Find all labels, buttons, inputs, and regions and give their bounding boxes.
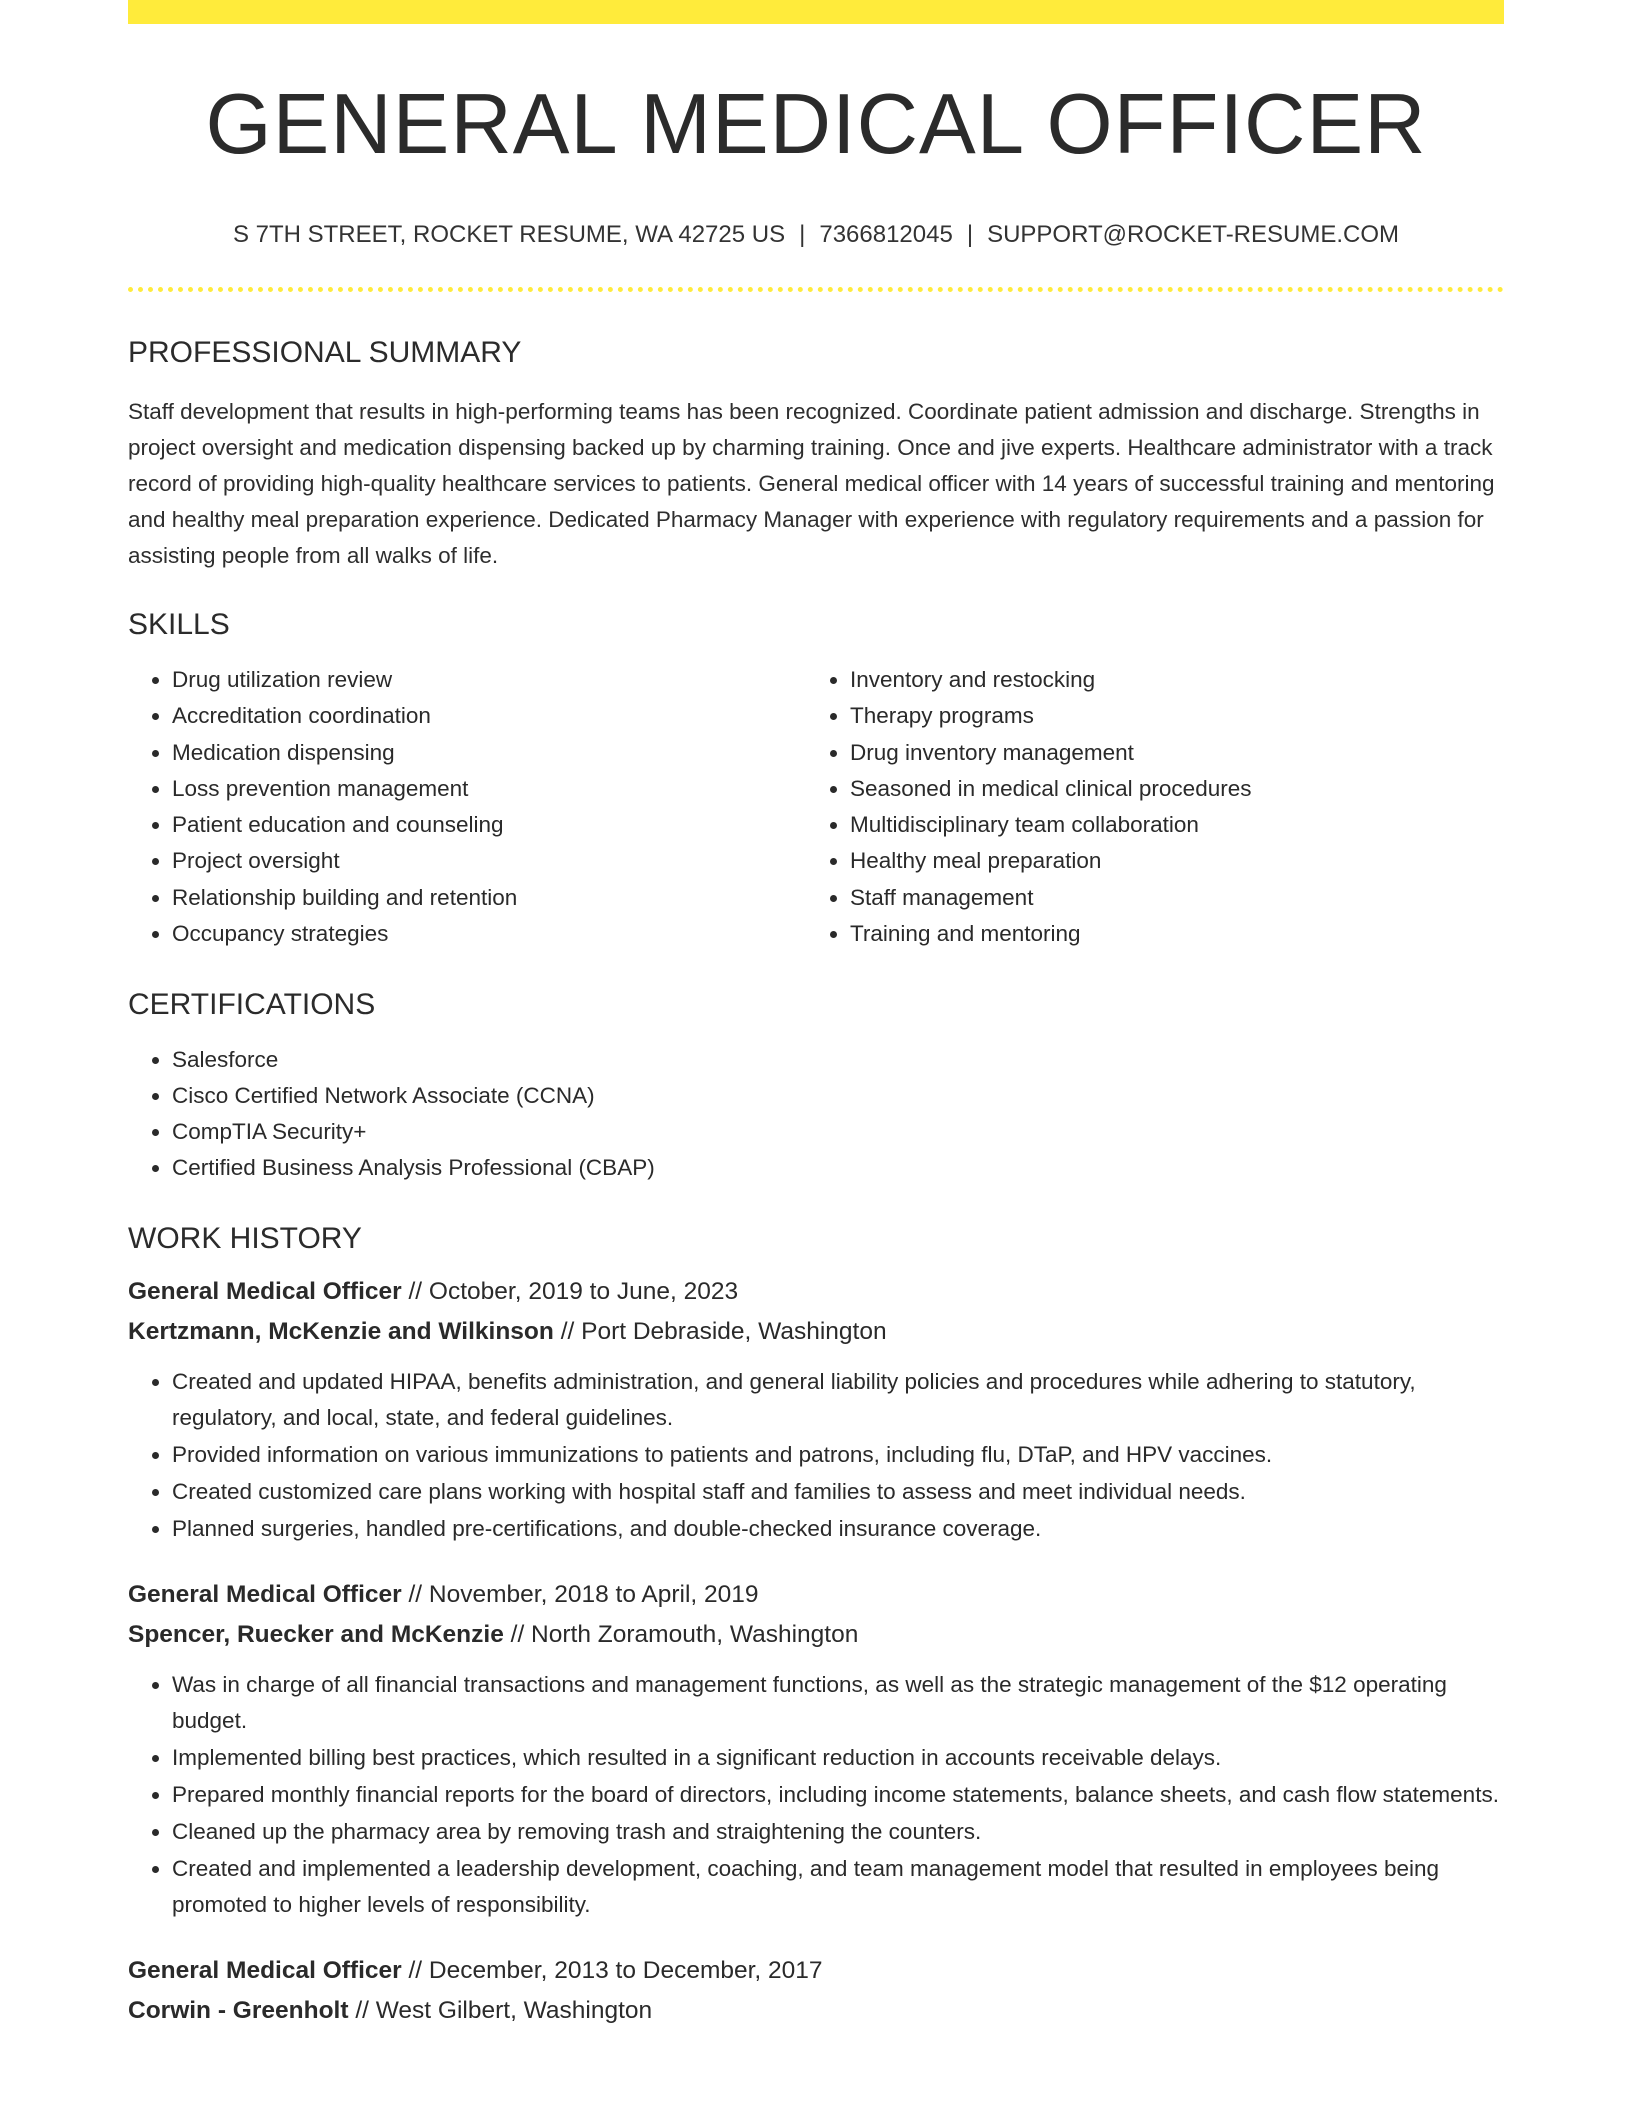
job-bullet: • Provided information on various immunizations to patients and patrons, including flu, DTaP, and HPV vaccines. [172, 1437, 1504, 1473]
job-company: Spencer, Ruecker and McKenzie [128, 1620, 504, 1648]
contact-separator: | [799, 221, 806, 248]
job-bullet: • Was in charge of all financial transactions and management functions, as well as the strategic management of the $12 operating budget. [172, 1667, 1504, 1739]
skill-item: • Therapy programs [850, 698, 1484, 734]
job-bullet: • Created and implemented a leadership development, coaching, and team management model that resulted in employees being promoted to higher levels of responsibility. [172, 1851, 1504, 1923]
skills-heading: SKILLS [128, 608, 230, 641]
certifications-list [128, 1042, 1504, 1186]
certification-item: • CompTIA Security+ [172, 1114, 1504, 1150]
contact-address: S 7TH STREET, ROCKET RESUME, WA 42725 US [232, 221, 786, 248]
summary-heading: PROFESSIONAL SUMMARY [128, 336, 522, 369]
skill-item: • Training and mentoring [850, 916, 1484, 952]
job-company-line [128, 1317, 1504, 1345]
job-location: // West Gilbert, Washington [355, 1996, 653, 2024]
skill-item: • Medication dispensing [172, 735, 806, 771]
certification-item: • Certified Business Analysis Professional (CBAP) [172, 1150, 1504, 1186]
job-bullet: • Planned surgeries, handled pre-certifications, and double-checked insurance coverage. [172, 1511, 1504, 1547]
work-history-heading: WORK HISTORY [128, 1222, 362, 1256]
job-bullet: • Cleaned up the pharmacy area by removing trash and straightening the counters. [172, 1814, 1504, 1850]
skill-item: • Drug inventory management [850, 735, 1484, 771]
job-company: Kertzmann, McKenzie and Wilkinson [128, 1317, 554, 1345]
resume-page [128, 0, 1504, 2023]
job-bullet: • Implemented billing best practices, which resulted in a significant reduction in accounts receivable delays. [172, 1740, 1504, 1776]
job-title: General Medical Officer [128, 1278, 402, 1306]
job-company-line [128, 1996, 1504, 2024]
certifications-heading: CERTIFICATIONS [128, 988, 376, 1022]
contact-line [128, 223, 1504, 247]
job-location: // North Zoramouth, Washington [510, 1620, 859, 1648]
job-title-line [128, 1959, 1504, 1984]
contact-separator: | [966, 221, 974, 248]
skill-item: • Seasoned in medical clinical procedures [850, 771, 1484, 807]
certification-item: • Cisco Certified Network Associate (CCNA) [172, 1078, 1504, 1114]
skill-item: • Inventory and restocking [850, 662, 1484, 698]
job-entry [128, 1583, 1504, 1923]
resume-title: GENERAL MEDICAL OFFICER [205, 77, 1427, 172]
job-bullet: • Created and updated HIPAA, benefits administration, and general liability policies and procedures while adhering to statutory, regulatory, and local, state, and federal guidelines. [172, 1364, 1504, 1436]
job-title: General Medical Officer [128, 1581, 402, 1609]
job-entry [128, 1959, 1504, 2023]
accent-top-bar [128, 0, 1504, 24]
skill-item: • Relationship building and retention [172, 880, 806, 916]
skills-grid [128, 662, 1504, 952]
job-entry [128, 1280, 1504, 1547]
job-dates: // November, 2018 to April, 2019 [408, 1581, 759, 1609]
skill-item: • Patient education and counseling [172, 807, 806, 843]
job-bullet: • Created customized care plans working with hospital staff and families to assess and meet individual needs. [172, 1474, 1504, 1510]
job-dates: // December, 2013 to December, 2017 [408, 1957, 823, 1985]
skill-item: • Multidisciplinary team collaboration [850, 807, 1484, 843]
job-bullets [128, 1667, 1504, 1923]
job-title-line [128, 1280, 1504, 1305]
contact-phone: 7366812045 [819, 221, 953, 248]
contact-email: SUPPORT@ROCKET-RESUME.COM [987, 221, 1400, 248]
job-company-line [128, 1620, 1504, 1648]
job-location: // Port Debraside, Washington [560, 1317, 887, 1345]
skills-list-left [128, 662, 806, 952]
skills-list-right [806, 662, 1484, 952]
skill-item: • Healthy meal preparation [850, 843, 1484, 879]
skill-item: • Staff management [850, 880, 1484, 916]
job-title-line [128, 1583, 1504, 1608]
job-title: General Medical Officer [128, 1957, 402, 1985]
dotted-divider [128, 287, 1504, 292]
skill-item: • Loss prevention management [172, 771, 806, 807]
summary-text: Staff development that results in high-performing teams has been recognized. Coordinate patient admission and discharge. Strengths in project oversight and medication dispensing backed up by charming training. Once and jive experts. Healthcare administrator with a track record of providing high-quality healthcare services to patients. General medical officer with 14 years of successful training and mentoring and healthy meal preparation experience. Dedicated Pharmacy Manager with experience with regulatory requirements and a passion for assisting people from all walks of life. [128, 399, 1495, 568]
job-dates: // October, 2019 to June, 2023 [408, 1278, 739, 1306]
certification-item: • Salesforce [172, 1042, 1504, 1078]
job-company: Corwin - Greenholt [128, 1996, 349, 2024]
skill-item: • Occupancy strategies [172, 916, 806, 952]
job-bullet: • Prepared monthly financial reports for the board of directors, including income statements, balance sheets, and cash flow statements. [172, 1777, 1504, 1813]
skill-item: • Project oversight [172, 843, 806, 879]
job-bullets [128, 1364, 1504, 1547]
skill-item: • Accreditation coordination [172, 698, 806, 734]
skill-item: • Drug utilization review [172, 662, 806, 698]
